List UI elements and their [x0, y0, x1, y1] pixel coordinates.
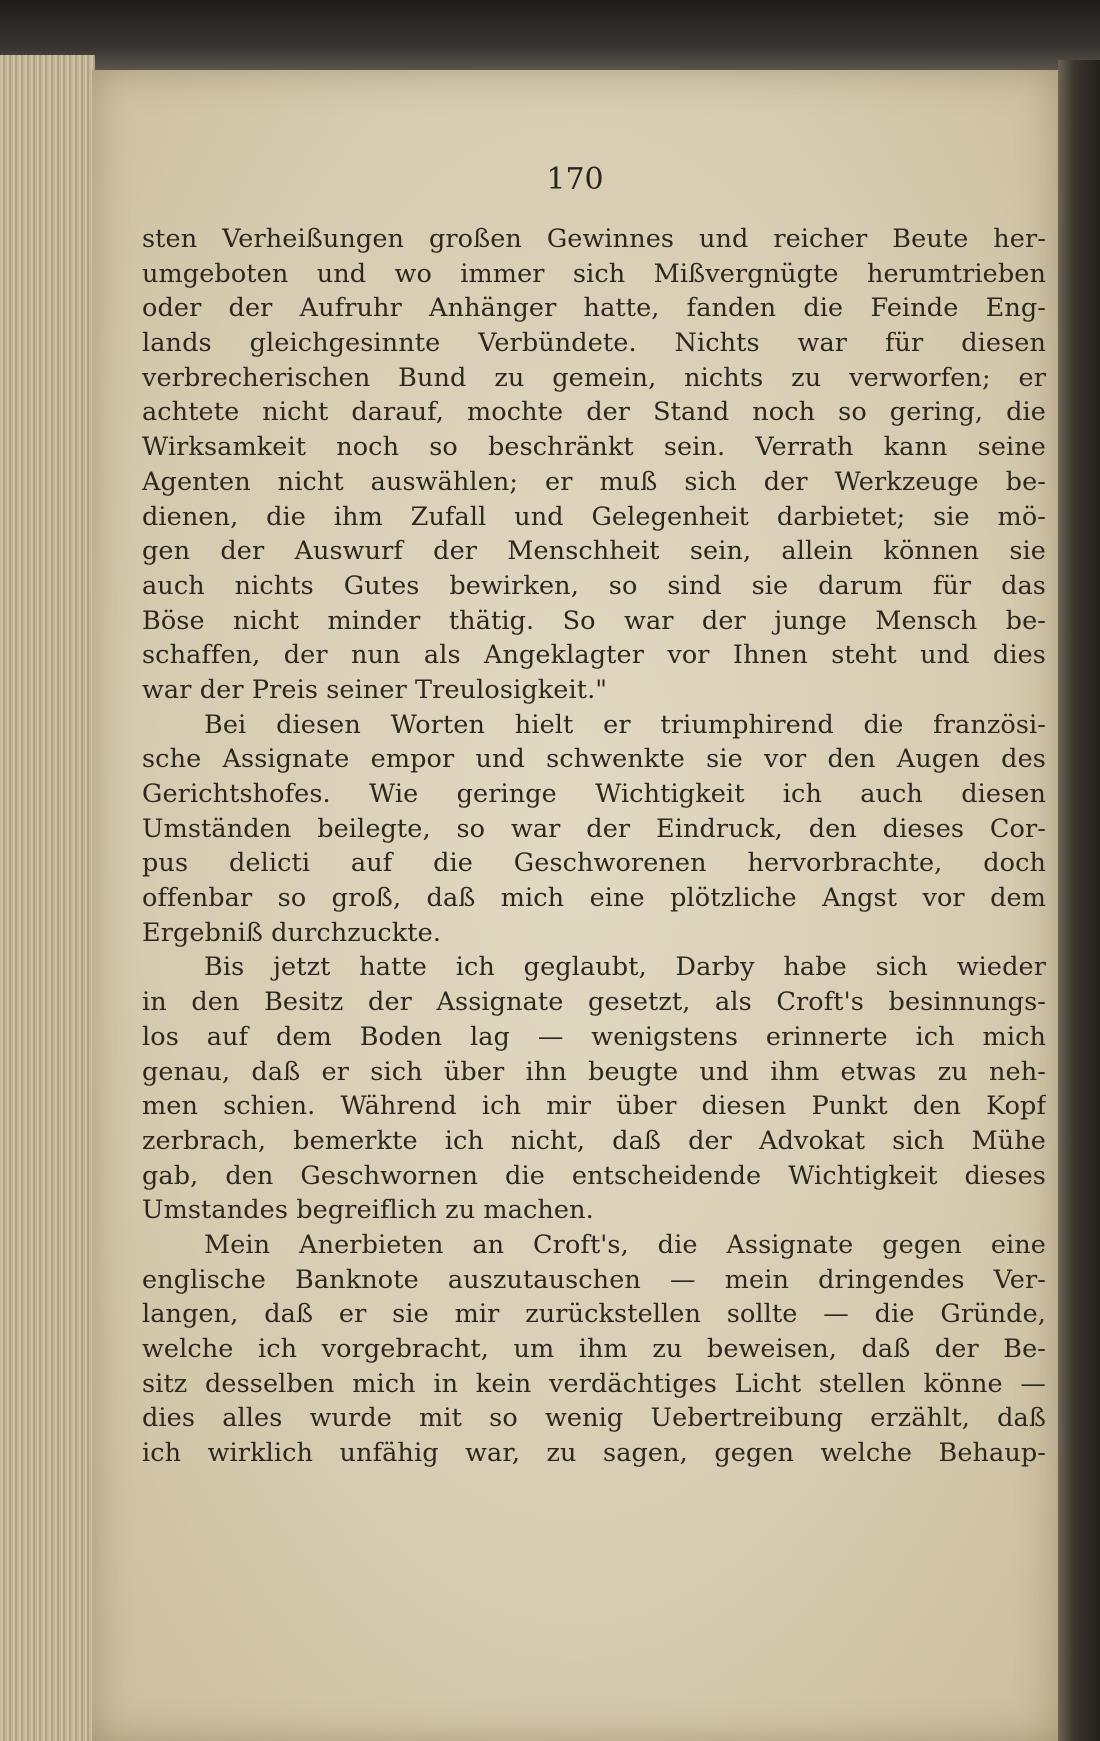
text-line: Bis jetzt hatte ich geglaubt, Darby habe sich wieder — [204, 952, 1046, 983]
text-line: Böse nicht minder thätig. So war der junge Mensch be- — [142, 605, 1046, 636]
text-line: ich wirklich unfähig war, zu sagen, gegen welche Behaup- — [142, 1438, 1046, 1469]
text-line: pus delicti auf die Geschworenen hervorbrachte, doch — [142, 848, 1046, 879]
text-line: verbrecherischen Bund zu gemein, nichts zu verworfen; er — [142, 362, 1046, 393]
text-line: oder der Aufruhr Anhänger hatte, fanden die Feinde Eng- — [142, 293, 1046, 324]
text-line: sche Assignate empor und schwenkte sie vor den Augen des — [142, 744, 1046, 775]
text-line: gab, den Geschwornen die entscheidende Wichtigkeit dieses — [142, 1160, 1046, 1191]
text-line: welche ich vorgebracht, um ihm zu beweisen, daß der Be- — [142, 1334, 1046, 1364]
text-line: Agenten nicht auswählen; er muß sich der Werkzeuge be- — [142, 466, 1046, 497]
page-number: 170 — [546, 162, 604, 197]
text-line: gen der Auswurf der Menschheit sein, allein können sie — [142, 536, 1046, 567]
text-line: sten Verheißungen großen Gewinnes und reicher Beute her- — [142, 224, 1046, 254]
text-line: englische Banknote auszutauschen — mein dringendes Ver- — [142, 1264, 1046, 1295]
text-line: lands gleichgesinnte Verbündete. Nichts war für diesen — [142, 328, 1046, 359]
text-line: genau, daß er sich über ihn beugte und ihm etwas zu neh- — [142, 1056, 1046, 1087]
text-line: men schien. Während ich mir über diesen Punkt den Kopf — [142, 1091, 1046, 1122]
book-binding-top — [0, 0, 1100, 70]
text-line: Umständen beilegte, so war der Eindruck, den dieses Cor- — [142, 813, 1046, 844]
text-line: langen, daß er sie mir zurückstellen sollte — die Gründe, — [142, 1299, 1046, 1330]
text-line: Mein Anerbieten an Croft's, die Assignate gegen eine — [204, 1229, 1046, 1260]
text-line: schaffen, der nun als Angeklagter vor Ihnen steht und dies — [142, 640, 1046, 671]
body-text — [142, 222, 1046, 1471]
text-line: auch nichts Gutes bewirken, so sind sie darum für das — [142, 570, 1046, 601]
book-right-edge — [1058, 60, 1100, 1741]
text-line: Gerichtshofes. Wie geringe Wichtigkeit ich auch diesen — [142, 779, 1046, 809]
text-line: sitz desselben mich in kein verdächtiges Licht stellen könne — — [142, 1368, 1046, 1399]
text-line: zerbrach, bemerkte ich nicht, daß der Advokat sich Mühe — [142, 1125, 1046, 1156]
text-line: los auf dem Boden lag — wenigstens erinnerte ich mich — [142, 1021, 1046, 1052]
text-line: dies alles wurde mit so wenig Uebertreibung erzählt, daß — [142, 1403, 1046, 1434]
text-line: in den Besitz der Assignate gesetzt, als Croft's besinnungs- — [142, 987, 1046, 1018]
text-line: Wirksamkeit noch so beschränkt sein. Verrath kann seine — [142, 432, 1046, 463]
text-line: Ergebniß durchzuckte. — [142, 917, 442, 948]
text-line: Bei diesen Worten hielt er triumphirend die französi- — [204, 709, 1046, 740]
text-line: dienen, die ihm Zufall und Gelegenheit darbietet; sie mö- — [142, 501, 1046, 532]
text-line: offenbar so groß, daß mich eine plötzliche Angst vor dem — [142, 883, 1046, 914]
text-line: achtete nicht darauf, mochte der Stand noch so gering, die — [142, 397, 1046, 428]
text-line: Umstandes begreiflich zu machen. — [142, 1195, 594, 1226]
book-page-edges — [0, 55, 95, 1741]
text-line: umgeboten und wo immer sich Mißvergnügte herumtrieben — [142, 258, 1046, 289]
text-line: war der Preis seiner Treulosigkeit." — [142, 674, 608, 705]
